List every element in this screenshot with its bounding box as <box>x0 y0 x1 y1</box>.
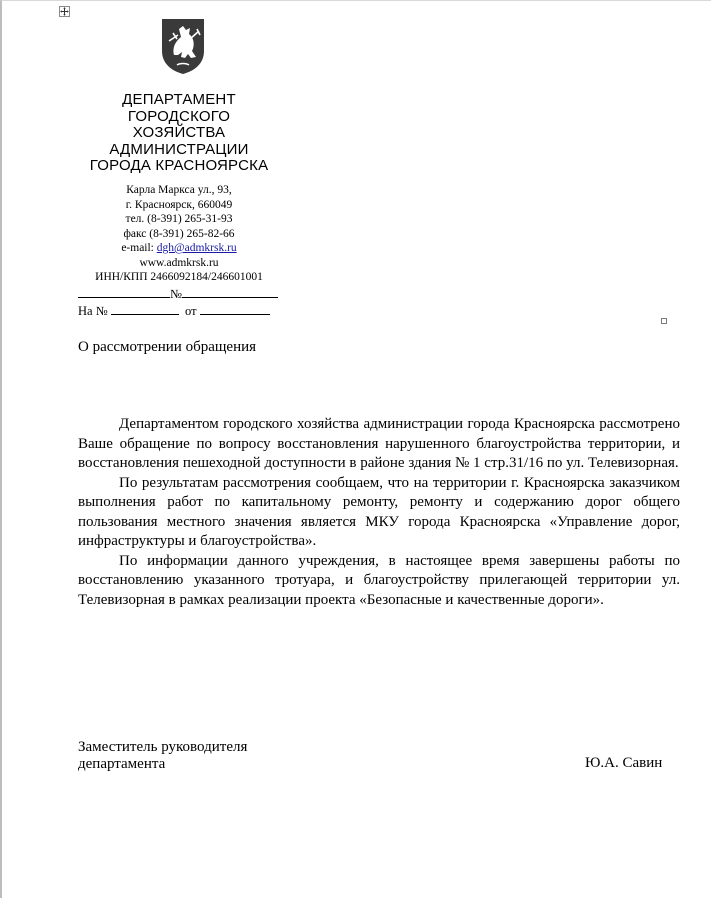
letter-subject: О рассмотрении обращения <box>78 339 257 355</box>
body-paragraph: Департаментом городского хозяйства администрации города Красноярска рассмотрено Ваше обращение по вопросу восстановления нарушенного благоустройства территории, и восстановления пешеходной доступности в районе здания № 1 стр.31/16 по ул. Телевизорная. <box>78 416 680 471</box>
signatory-title-line-1: Заместитель руководителя <box>78 739 248 755</box>
inn-kpp: ИНН/КПП 2466092184/246601001 <box>95 271 263 283</box>
address-line-1: Карла Маркса ул., 93, <box>126 184 232 196</box>
reference-number-blank <box>111 302 179 315</box>
outgoing-number-line <box>78 285 278 302</box>
dept-name-line: АДМИНИСТРАЦИИ <box>109 140 249 158</box>
dept-name-line: ГОРОДА КРАСНОЯРСКА <box>89 157 269 174</box>
signatory-title-line-2: департамента <box>78 755 166 772</box>
reference-number-line <box>78 302 270 319</box>
reference-date-blank <box>200 302 270 315</box>
email-link[interactable]: dgh@admkrsk.ru <box>156 242 237 254</box>
table-move-handle-icon[interactable] <box>59 6 70 17</box>
body-paragraph: По результатам рассмотрения сообщаем, что на территории г. Красноярска заказчиком выполнения работ по капитальному ремонту, ремонту и содержанию дорог общего пользования местного значения является МКУ города Красноярска «Управление дорог, инфраструктуры и благоустройства». <box>78 474 680 549</box>
reference-label: На № <box>78 304 108 318</box>
from-label: от <box>185 304 197 318</box>
department-name <box>74 92 284 175</box>
website: www.admkrsk.ru <box>139 256 219 269</box>
address-line-2: г. Красноярск, 660049 <box>125 198 233 211</box>
dept-name-line: ХОЗЯЙСТВА <box>132 124 226 141</box>
dept-name-line: ГОРОДСКОГО <box>127 107 231 125</box>
table-resize-handle[interactable] <box>661 318 667 324</box>
signatory-name: Ю.А. Савин <box>585 755 663 771</box>
body-paragraph: По информации данного учреждения, в настоящее время завершены работы по восстановлению указанного тротуара, и благоустройству прилегающей территории ул. Телевизорная в рамках реализации проекта «Безопасные и качественные дороги». <box>78 552 680 608</box>
phone: тел. (8-391) 265-31-93 <box>125 213 233 225</box>
fax: факс (8-391) 265-82-66 <box>123 227 235 240</box>
letter-body <box>78 415 680 610</box>
email-label: e-mail: <box>121 242 157 254</box>
dept-name-line: ДЕПАРТАМЕНТ <box>122 91 236 108</box>
date-blank <box>78 285 170 298</box>
contact-block <box>74 183 284 285</box>
signatory-title <box>78 739 247 772</box>
number-sign: № <box>170 287 182 301</box>
email-line <box>74 241 284 256</box>
krasnoyarsk-coat-of-arms-icon <box>160 17 206 75</box>
number-blank <box>182 285 278 298</box>
